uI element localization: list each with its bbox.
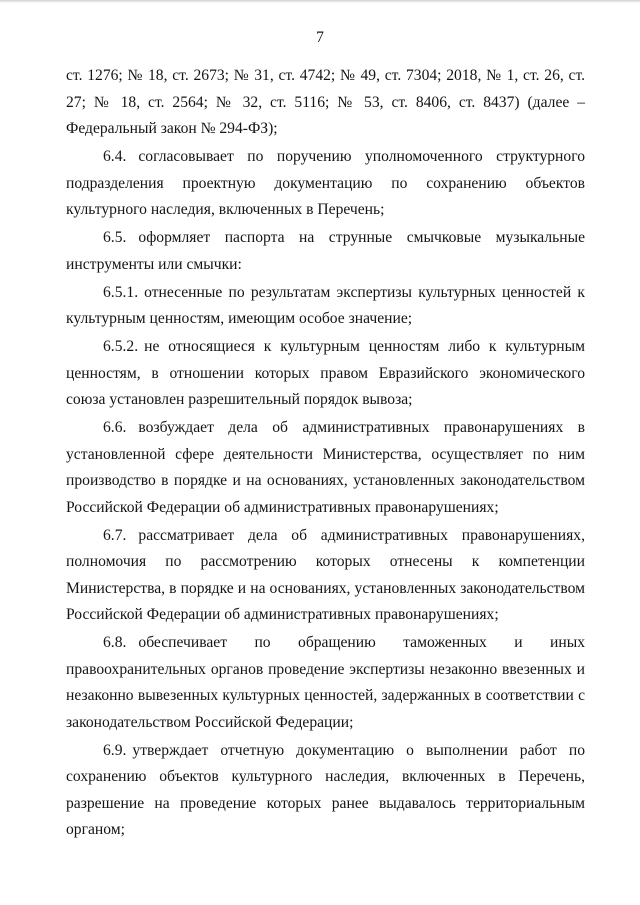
paragraph-6-5-1 (66, 280, 585, 333)
paragraph-text: обеспечивает по обращению таможенных и иных правоохранительных органов проведение экспертизы незаконно ввезенных и незаконно вывезенных культурных ценностей, задержанных в соответствии с законодательством Российской Федерации; (66, 634, 585, 731)
paragraph-6-9 (66, 738, 585, 844)
paragraph-text: возбуждает дела об административных правонарушениях в установленной сфере деятельности Министерства, осуществляет по ним производство в порядке и на основаниях, установленных законодательством Российской Федерации об административных правонарушениях; (66, 419, 585, 516)
paragraph-6-8 (66, 630, 585, 736)
paragraph-6-7 (66, 523, 585, 629)
paragraph-6-6 (66, 415, 585, 521)
clause-number: 6.8. (103, 634, 127, 651)
clause-number: 6.7. (103, 526, 127, 544)
document-body (66, 63, 585, 845)
clause-number: 6.6. (103, 419, 127, 436)
paragraph-continuation (66, 63, 585, 143)
paragraph-text: не относящиеся к культурным ценностям либо к культурным ценностям, в отношении которых правом Евразийского экономического союза установлен разрешительный порядок вывоза; (66, 338, 585, 408)
paragraph-text: оформляет паспорта на струнные смычковые музыкальные инструменты или смычки: (66, 229, 585, 273)
page-number: 7 (316, 29, 324, 46)
paragraph-text: ст. 1276; № 18, ст. 2673; № 31, ст. 4742; № 49, ст. 7304; 2018, № 1, ст. 26, ст. 27; № 18, ст. 2564; № 32, ст. 5116; № 53, ст. 8406, ст. 8437) (далее – Федеральный закон № 294-ФЗ); (66, 67, 585, 137)
paragraph-text: отнесенные по результатам экспертизы культурных ценностей к культурным ценностям, имеющим особое значение; (66, 283, 585, 327)
paragraph-text: рассматривает дела об административных правонарушениях, полномочия по рассмотрению которых отнесены к компетенции Министерства, в порядке и на основаниях, установленных законодательством Российской Федерации об административных правонарушениях; (66, 526, 585, 623)
paragraph-6-4 (66, 144, 585, 224)
paragraph-6-5-2 (66, 334, 585, 414)
scan-edge (0, 0, 640, 3)
clause-number: 6.5.2. (103, 338, 139, 355)
clause-number: 6.4. (103, 148, 127, 165)
paragraph-text: утверждает отчетную документацию о выполнении работ по сохранению объектов культурного наследия, включенных в Перечень, разрешение на проведение которых ранее выдавалось территориальным органом; (66, 741, 585, 838)
clause-number: 6.5. (103, 229, 127, 246)
paragraph-6-5 (66, 225, 585, 278)
clause-number: 6.5.1. (103, 283, 139, 301)
paragraph-text: согласовывает по поручению уполномоченного структурного подразделения проектную документацию по сохранению объектов культурного наследия, включенных в Перечень; (66, 148, 585, 218)
clause-number: 6.9. (103, 741, 127, 759)
